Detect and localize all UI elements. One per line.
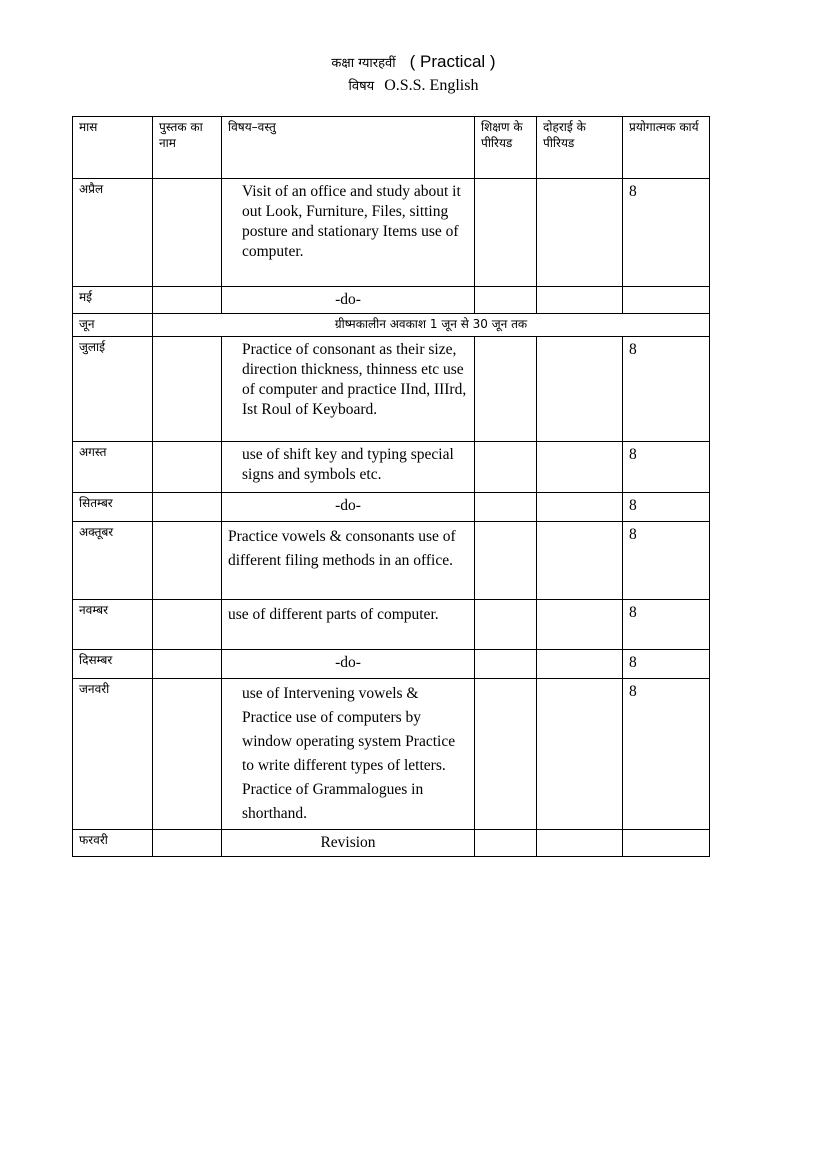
revision-cell bbox=[537, 287, 623, 314]
syllabus-table bbox=[72, 116, 710, 857]
table-header-row bbox=[73, 117, 710, 179]
table-row bbox=[73, 678, 710, 829]
month-cell: दिसम्बर bbox=[73, 649, 153, 678]
teaching-cell bbox=[475, 492, 537, 521]
practical-cell: 8 bbox=[623, 649, 710, 678]
month-cell: नवम्बर bbox=[73, 599, 153, 649]
revision-cell bbox=[537, 678, 623, 829]
revision-cell bbox=[537, 829, 623, 856]
month-cell: फरवरी bbox=[73, 829, 153, 856]
practical-label: ( Practical ) bbox=[409, 52, 496, 71]
teaching-cell bbox=[475, 649, 537, 678]
book-cell bbox=[153, 492, 222, 521]
col-header-teaching-periods: शिक्षण के पीरियड bbox=[475, 117, 537, 179]
table-row bbox=[73, 287, 710, 314]
content-cell: Practice vowels & consonants use of different filing methods in an office. bbox=[222, 521, 475, 599]
revision-cell bbox=[537, 649, 623, 678]
month-cell: अप्रैल bbox=[73, 179, 153, 287]
subject-name: O.S.S. English bbox=[384, 77, 479, 94]
content-cell: use of Intervening vowels & Practice use of computers by window operating system Practice to write different types of letters. Practice of Grammalogues in shorthand. bbox=[222, 678, 475, 829]
teaching-cell bbox=[475, 441, 537, 492]
content-cell: -do- bbox=[222, 649, 475, 678]
col-header-practical-work: प्रयोगात्मक कार्य bbox=[623, 117, 710, 179]
teaching-cell bbox=[475, 521, 537, 599]
teaching-cell bbox=[475, 678, 537, 829]
teaching-cell bbox=[475, 829, 537, 856]
month-cell: जून bbox=[73, 314, 153, 337]
book-cell bbox=[153, 179, 222, 287]
teaching-cell bbox=[475, 287, 537, 314]
month-cell: जनवरी bbox=[73, 678, 153, 829]
book-cell bbox=[153, 336, 222, 441]
month-cell: अक्तूबर bbox=[73, 521, 153, 599]
revision-cell bbox=[537, 441, 623, 492]
content-cell: Revision bbox=[222, 829, 475, 856]
content-cell: use of different parts of computer. bbox=[222, 599, 475, 649]
subject-heading bbox=[0, 76, 827, 95]
col-header-book: पुस्तक का नाम bbox=[153, 117, 222, 179]
month-cell: मई bbox=[73, 287, 153, 314]
book-cell bbox=[153, 287, 222, 314]
table-row bbox=[73, 314, 710, 337]
book-cell bbox=[153, 441, 222, 492]
vacation-cell: ग्रीष्मकालीन अवकाश 1 जून से 30 जून तक bbox=[153, 314, 710, 337]
book-cell bbox=[153, 678, 222, 829]
col-header-revision-periods: दोहराई के पीरियड bbox=[537, 117, 623, 179]
table-row bbox=[73, 649, 710, 678]
content-cell: Visit of an office and study about it out Look, Furniture, Files, sitting posture and stationary Items use of computer. bbox=[222, 179, 475, 287]
book-cell bbox=[153, 829, 222, 856]
practical-cell bbox=[623, 287, 710, 314]
practical-cell: 8 bbox=[623, 678, 710, 829]
book-cell bbox=[153, 521, 222, 599]
book-cell bbox=[153, 599, 222, 649]
teaching-cell bbox=[475, 179, 537, 287]
content-cell: Practice of consonant as their size, direction thickness, thinness etc use of computer and practice IInd, IIIrd, Ist Roul of Keyboard. bbox=[222, 336, 475, 441]
practical-cell: 8 bbox=[623, 521, 710, 599]
book-cell bbox=[153, 649, 222, 678]
revision-cell bbox=[537, 521, 623, 599]
table-row bbox=[73, 492, 710, 521]
col-header-month: मास bbox=[73, 117, 153, 179]
table-row bbox=[73, 829, 710, 856]
month-cell: सितम्बर bbox=[73, 492, 153, 521]
revision-cell bbox=[537, 492, 623, 521]
class-label: कक्षा ग्यारहवीं bbox=[331, 56, 396, 71]
practical-cell: 8 bbox=[623, 492, 710, 521]
teaching-cell bbox=[475, 599, 537, 649]
revision-cell bbox=[537, 179, 623, 287]
practical-cell: 8 bbox=[623, 179, 710, 287]
table-row bbox=[73, 179, 710, 287]
teaching-cell bbox=[475, 336, 537, 441]
practical-cell bbox=[623, 829, 710, 856]
month-cell: जुलाई bbox=[73, 336, 153, 441]
practical-cell: 8 bbox=[623, 336, 710, 441]
class-heading bbox=[0, 52, 827, 72]
revision-cell bbox=[537, 599, 623, 649]
content-cell: -do- bbox=[222, 287, 475, 314]
month-cell: अगस्त bbox=[73, 441, 153, 492]
table-row bbox=[73, 336, 710, 441]
content-cell: use of shift key and typing special signs and symbols etc. bbox=[222, 441, 475, 492]
subject-label: विषय bbox=[348, 79, 375, 94]
content-cell: -do- bbox=[222, 492, 475, 521]
col-header-content: विषय–वस्तु bbox=[222, 117, 475, 179]
table-row bbox=[73, 521, 710, 599]
practical-cell: 8 bbox=[623, 599, 710, 649]
table-row bbox=[73, 599, 710, 649]
practical-cell: 8 bbox=[623, 441, 710, 492]
table-row bbox=[73, 441, 710, 492]
revision-cell bbox=[537, 336, 623, 441]
